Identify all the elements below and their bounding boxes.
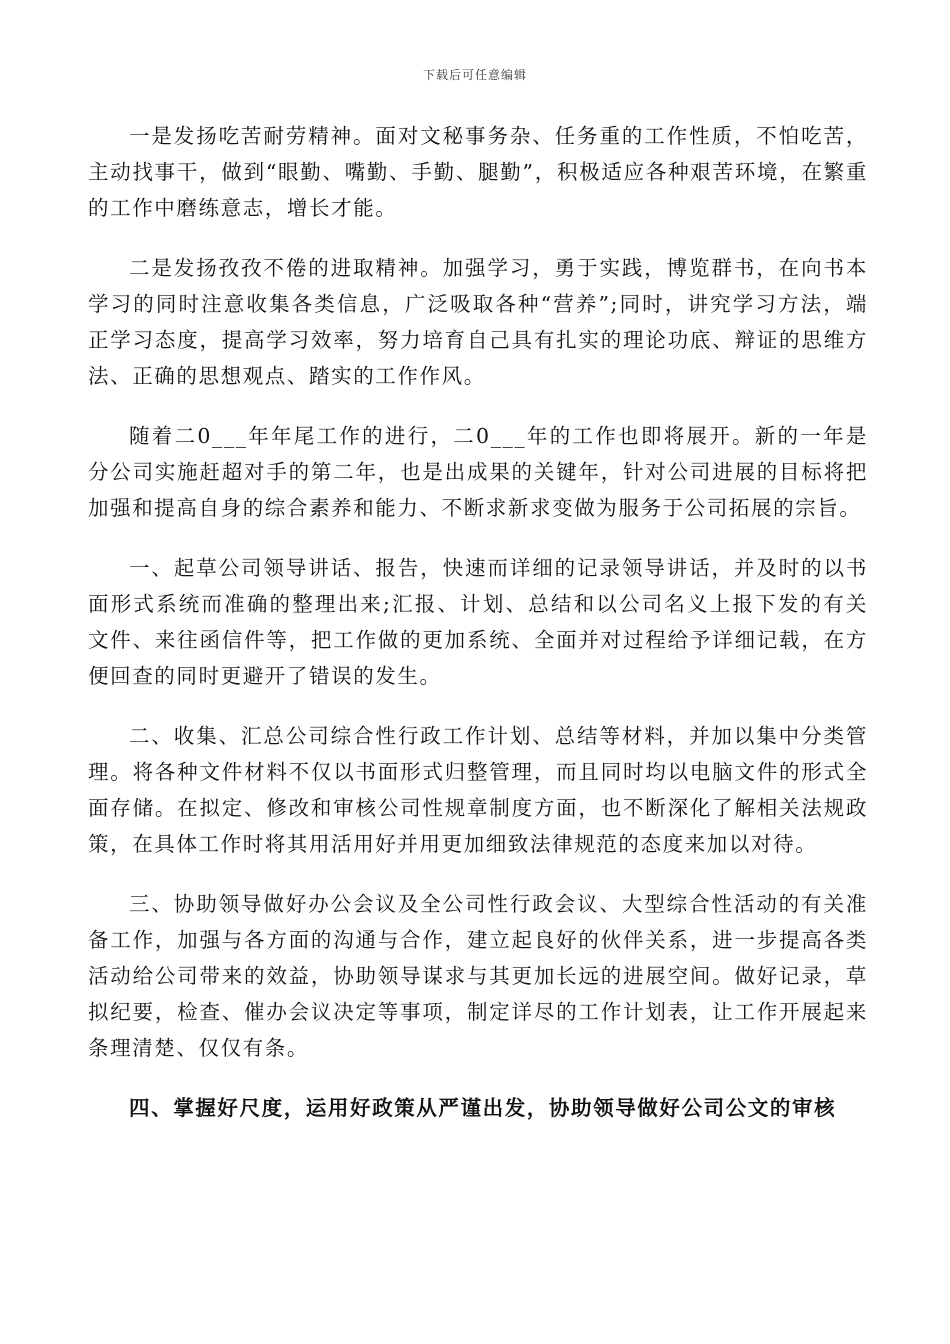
page-header-note: 下载后可任意编辑 xyxy=(422,68,527,82)
paragraph-new-year-intro: 随着二0___年年尾工作的进行，二0___年的工作也即将展开。新的一年是分公司实施赶超对手的第二年，也是出成果的关键年，针对公司进展的目标将把加强和提高自身的综合素养和能力、不断求新求变做为服务于公司拓展的宗旨。 xyxy=(88,424,868,520)
paragraph-item-1-drafting: 一、起草公司领导讲话、报告，快速而详细的记录领导讲话，并及时的以书面形式系统而准确的整理出来;汇报、计划、总结和以公司名义上报下发的有关文件、来往函信件等，把工作做的更加系统、全面并对过程给予详细记载，在方便回查的同时更避开了错误的发生。 xyxy=(88,556,868,688)
paragraph-item-4-heading: 四、掌握好尺度，运用好政策从严谨出发，协助领导做好公司公文的审核 xyxy=(129,1096,837,1120)
paragraph-progressive-spirit: 二是发扬孜孜不倦的进取精神。加强学习，勇于实践，博览群书，在向书本学习的同时注意收集各类信息，广泛吸取各种“营养”;同时，讲究学习方法，端正学习态度，提高学习效率，努力培育自己具有扎实的理论功底、辩证的思维方法、正确的思想观点、踏实的工作作风。 xyxy=(88,256,868,388)
document-body xyxy=(88,118,868,1150)
paragraph-hardworking-spirit: 一是发扬吃苦耐劳精神。面对文秘事务杂、任务重的工作性质，不怕吃苦，主动找事干，做到“眼勤、嘴勤、手勤、腿勤”，积极适应各种艰苦环境，在繁重的工作中磨练意志，增长才能。 xyxy=(88,124,868,220)
paragraph-item-3-meetings: 三、协助领导做好办公会议及全公司性行政会议、大型综合性活动的有关准备工作，加强与各方面的沟通与合作，建立起良好的伙伴关系，进一步提高各类活动给公司带来的效益，协助领导谋求与其更加长远的进展空间。做好记录，草拟纪要，检查、催办会议决定等事项，制定详尽的工作计划表，让工作开展起来条理清楚、仅仅有条。 xyxy=(88,892,868,1060)
paragraph-item-2-collection: 二、收集、汇总公司综合性行政工作计划、总结等材料，并加以集中分类管理。将各种文件材料不仅以书面形式归整管理，而且同时均以电脑文件的形式全面存储。在拟定、修改和审核公司性规章制度方面，也不断深化了解相关法规政策，在具体工作时将其用活用好并用更加细致法律规范的态度来加以对待。 xyxy=(88,724,868,856)
